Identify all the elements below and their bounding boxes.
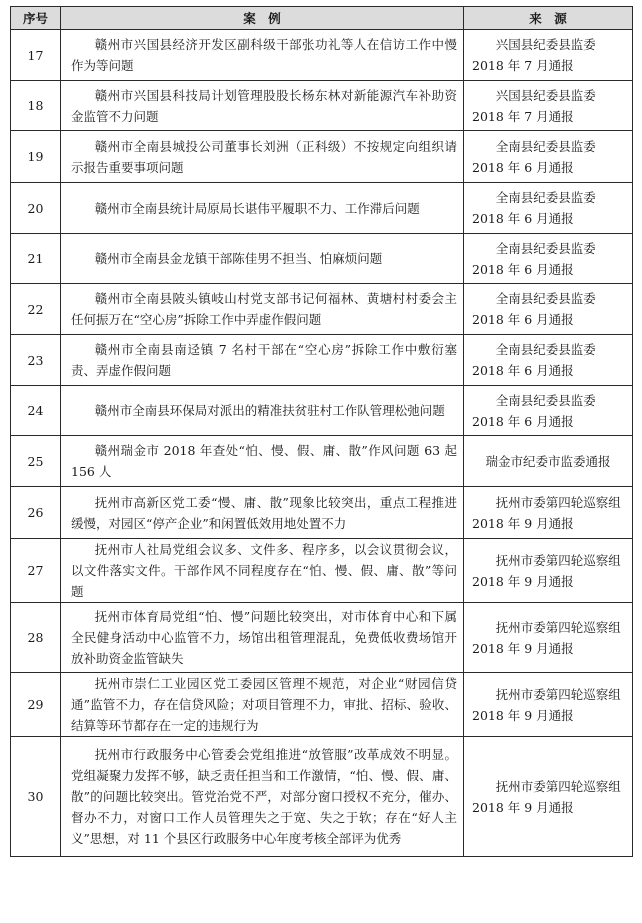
- table-row: [11, 234, 633, 284]
- row-source: 全南县纪委县监委 2018 年 6 月通报: [472, 342, 596, 378]
- row-case: 赣州瑞金市 2018 年查处“怕、慢、假、庸、散”作风问题 63 起 156 人: [61, 436, 464, 487]
- header-num: 序号: [11, 7, 61, 30]
- table-row: [11, 673, 633, 737]
- row-number: 24: [11, 386, 61, 436]
- row-case: 赣州市兴国县科技局计划管理股股长杨东林对新能源汽车补助资金监管不力问题: [61, 81, 464, 131]
- row-case: 赣州市全南县南迳镇 7 名村干部在“空心房”拆除工作中敷衍塞责、弄虚作假问题: [61, 335, 464, 386]
- row-number: 20: [11, 183, 61, 234]
- row-source-cell: [464, 131, 633, 183]
- row-case: 赣州市兴国县经济开发区副科级干部张功礼等人在信访工作中慢作为等问题: [61, 30, 464, 81]
- row-source: 全南县纪委县监委 2018 年 6 月通报: [472, 240, 596, 277]
- row-case: 赣州市全南县金龙镇干部陈佳男不担当、怕麻烦问题: [61, 234, 464, 284]
- table-row: [11, 436, 633, 487]
- row-case: 抚州市崇仁工业园区党工委园区管理不规范，对企业“财园信贷通”监管不力，存在信贷风险；对项目管理不力，审批、招标、验收、结算等环节都存在一定的违规行为: [61, 673, 464, 737]
- row-source-cell: [464, 30, 633, 81]
- table-row: [11, 30, 633, 81]
- row-source-cell: [464, 539, 633, 603]
- table-row: [11, 131, 633, 183]
- row-source-cell: [464, 284, 633, 335]
- row-source: 瑞金市纪委市监委通报: [485, 453, 611, 469]
- row-source: 兴国县纪委县监委 2018 年 7 月通报: [472, 87, 596, 124]
- row-case: 赣州市全南县陂头镇岐山村党支部书记何福林、黄塘村村委会主任何振万在“空心房”拆除工作中弄虚作假问题: [61, 284, 464, 335]
- row-case: 赣州市全南县统计局原局长谌伟平履职不力、工作滞后问题: [61, 183, 464, 234]
- table-row: [11, 284, 633, 335]
- row-source-cell: [464, 603, 633, 673]
- table-row: [11, 183, 633, 234]
- table-row: [11, 737, 633, 857]
- row-case: 赣州市全南县城投公司董事长刘洲（正科级）不按规定向组织请示报告重要事项问题: [61, 131, 464, 183]
- table-header-row: [11, 7, 633, 30]
- row-source-cell: [464, 81, 633, 131]
- row-case: 抚州市行政服务中心管委会党组推进“放管服”改革成效不明显。党组凝聚力发挥不够，缺乏责任担当和工作激情，“怕、慢、假、庸、散”的问题比较突出。管党治党不严，对部分窗口授权不充分，催办、督办不力，对窗口工作人员管理失之于宽、失之于软；存在“好人主义”思想，对 11 个县区行政服务中心年度考核全部评为优秀: [61, 737, 464, 857]
- row-number: 25: [11, 436, 61, 487]
- row-source: 抚州市委第四轮巡察组 2018 年 9 月通报: [472, 619, 621, 656]
- row-number: 30: [11, 737, 61, 857]
- row-source-cell: [464, 335, 633, 386]
- row-source: 抚州市委第四轮巡察组 2018 年 9 月通报: [472, 552, 621, 589]
- row-source-cell: [464, 436, 633, 487]
- row-source-cell: [464, 183, 633, 234]
- table-row: [11, 81, 633, 131]
- header-source: 来 源: [464, 7, 633, 30]
- row-source-cell: [464, 234, 633, 284]
- header-case: 案 例: [61, 7, 464, 30]
- row-number: 23: [11, 335, 61, 386]
- table-row: [11, 386, 633, 436]
- row-case: 赣州市全南县环保局对派出的精准扶贫驻村工作队管理松弛问题: [61, 386, 464, 436]
- row-number: 19: [11, 131, 61, 183]
- row-number: 18: [11, 81, 61, 131]
- row-source-cell: [464, 673, 633, 737]
- row-case: 抚州市体育局党组“怕、慢”问题比较突出，对市体育中心和下属全民健身活动中心监管不力，场馆出租管理混乱，免费低收费场馆开放补助资金监管缺失: [61, 603, 464, 673]
- row-source: 抚州市委第四轮巡察组 2018 年 9 月通报: [472, 494, 621, 531]
- row-source: 抚州市委第四轮巡察组 2018 年 9 月通报: [472, 686, 621, 723]
- row-source-cell: [464, 487, 633, 539]
- row-source: 全南县纪委县监委 2018 年 6 月通报: [472, 392, 596, 429]
- row-number: 22: [11, 284, 61, 335]
- row-number: 27: [11, 539, 61, 603]
- row-source: 抚州市委第四轮巡察组 2018 年 9 月通报: [472, 778, 621, 815]
- row-source-cell: [464, 386, 633, 436]
- row-source: 全南县纪委县监委 2018 年 6 月通报: [472, 138, 596, 175]
- row-number: 21: [11, 234, 61, 284]
- row-source: 全南县纪委县监委 2018 年 6 月通报: [472, 291, 596, 327]
- row-source: 兴国县纪委县监委 2018 年 7 月通报: [472, 37, 596, 73]
- case-table: [10, 6, 633, 857]
- table-row: [11, 539, 633, 603]
- row-number: 26: [11, 487, 61, 539]
- row-source-cell: [464, 737, 633, 857]
- table-row: [11, 335, 633, 386]
- row-number: 29: [11, 673, 61, 737]
- row-number: 17: [11, 30, 61, 81]
- table-row: [11, 603, 633, 673]
- row-source: 全南县纪委县监委 2018 年 6 月通报: [472, 190, 596, 226]
- row-number: 28: [11, 603, 61, 673]
- table-row: [11, 487, 633, 539]
- row-case: 抚州市人社局党组会议多、文件多、程序多，以会议贯彻会议，以文件落实文件。干部作风不同程度存在“怕、慢、假、庸、散”等问题: [61, 539, 464, 603]
- row-case: 抚州市高新区党工委“慢、庸、散”现象比较突出，重点工程推进缓慢，对园区“停产企业”和闲置低效用地处置不力: [61, 487, 464, 539]
